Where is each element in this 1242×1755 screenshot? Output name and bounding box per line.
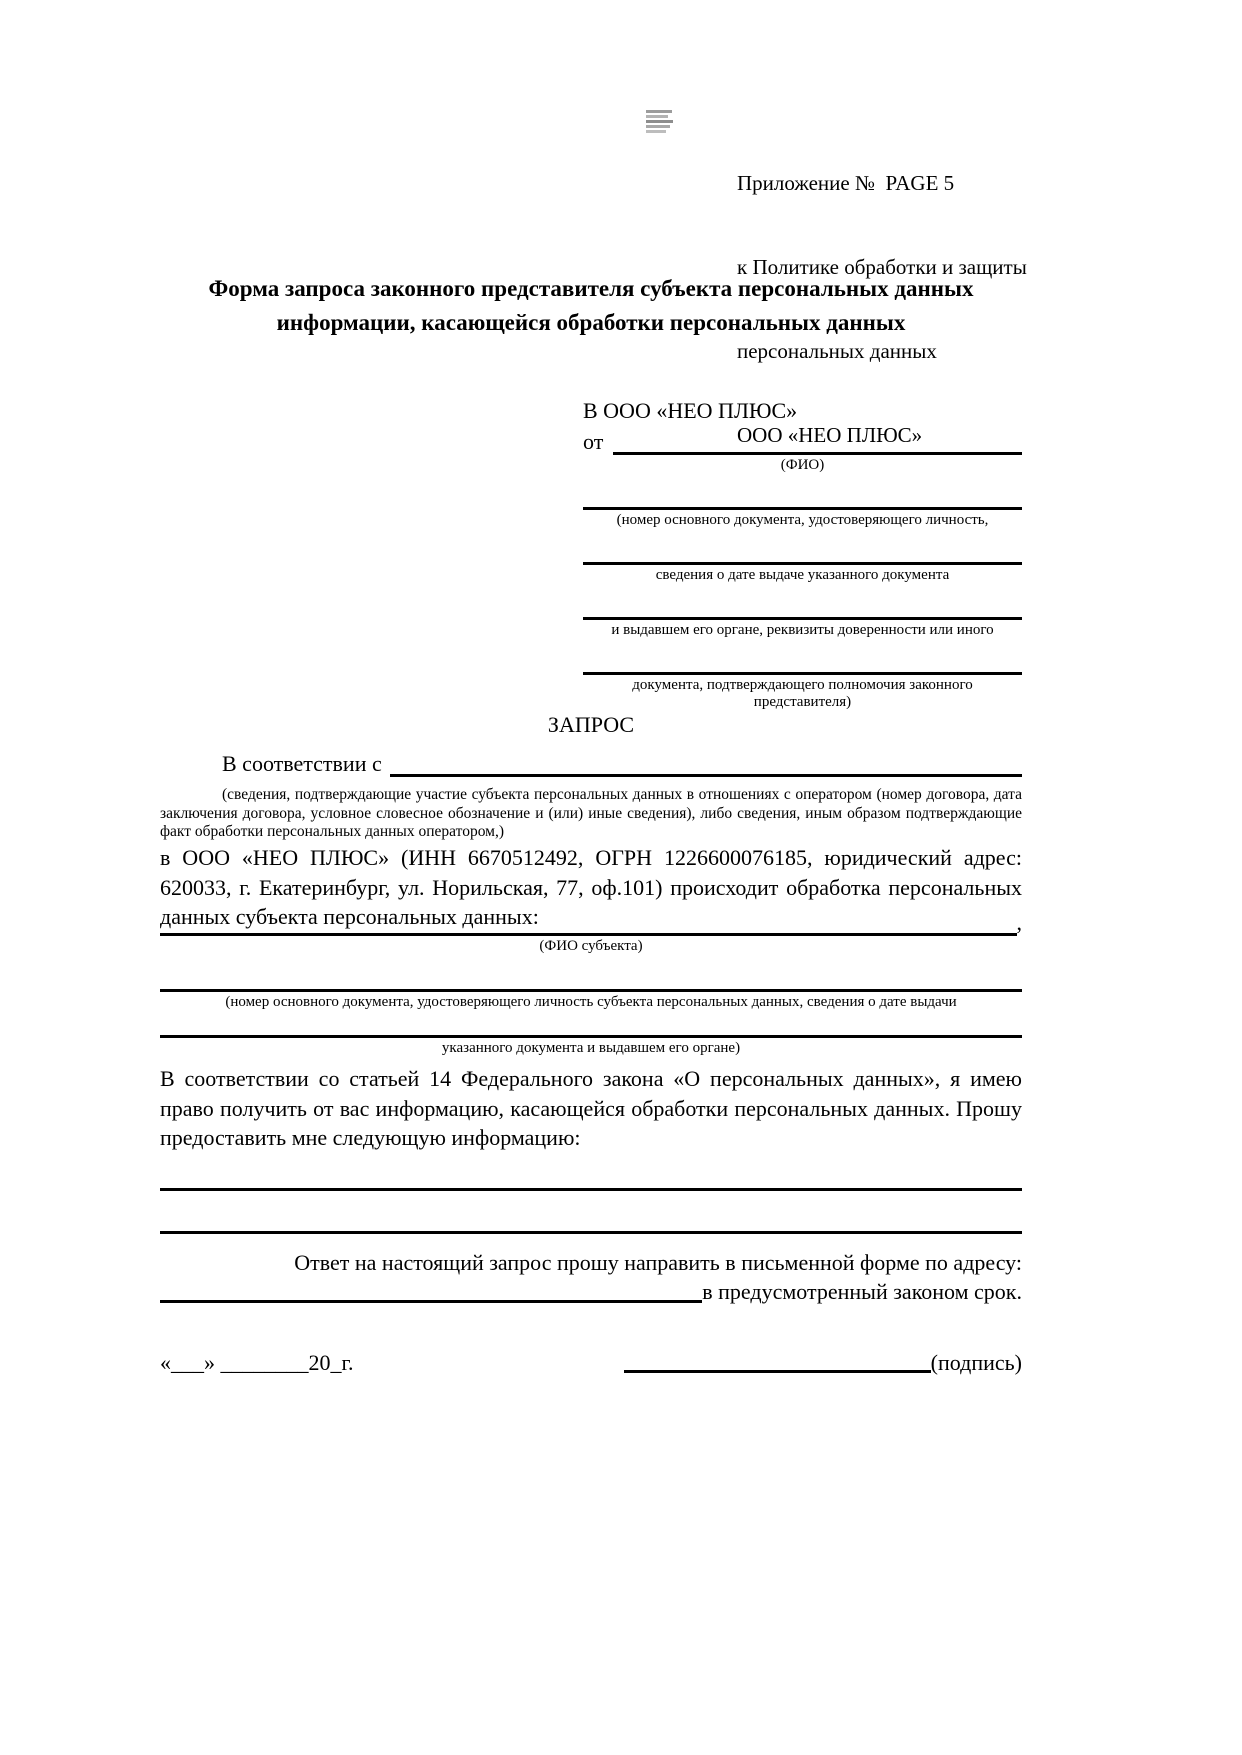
- issue-date-caption: сведения о дате выдаче указанного документа: [655, 567, 950, 583]
- answer-paragraph: [160, 1248, 1022, 1306]
- article14-paragraph: В соответствии со статьей 14 Федерального закона «О персональных данных», я имею право получить от вас информацию, касающейся обработки персональных данных. Прошу предоставить мне следующую информацию:: [160, 1066, 1022, 1150]
- subject-fio-caption: (ФИО субъекта): [539, 938, 643, 954]
- answer-line: Ответ на настоящий запрос прошу направить в письменной форме по адресу:: [294, 1250, 1022, 1275]
- in-accordance-label: В соответствии с: [222, 751, 382, 776]
- subject-fio-suffix: ,: [1016, 910, 1022, 935]
- term-suffix: в предусмотренный законом срок.: [702, 1279, 1022, 1304]
- subject-authority-caption: указанного документа и выдавшем его органе): [441, 1040, 741, 1056]
- signature-group: [624, 1348, 1022, 1376]
- in-accordance-row: [160, 751, 1022, 777]
- subject-fio-fill-line[interactable]: [160, 905, 1017, 936]
- participation-note: (сведения, подтверждающие участие субъекта персональных данных в отношениях с оператором (номер договора, дата заключения договора, условное словесное обозначение и (или) иные сведения), либо сведения, иным образом подтверждающие факт обработки персональных данных оператором,): [160, 786, 1022, 840]
- addressee-to: В ООО «НЕО ПЛЮС»: [583, 398, 798, 423]
- information-fill-line-1[interactable]: [160, 1188, 1022, 1191]
- issuing-authority-caption: и выдавшем его органе, реквизиты доверенности или иного: [611, 622, 994, 638]
- request-heading: ЗАПРОС: [547, 712, 635, 737]
- addressee-block: [583, 398, 1022, 711]
- operator-paragraph: в ООО «НЕО ПЛЮС» (ИНН 6670512492, ОГРН 1226600076185, юридический адрес: 620033, г. Екатеринбург, ул. Норильская, 77, оф.101) происходит обработка персональных данных субъекта персональных данных:: [160, 845, 1022, 929]
- address-fill-line[interactable]: [160, 1278, 702, 1303]
- appendix-policy-line2: персональных данных: [737, 339, 937, 363]
- signature-fill-line[interactable]: [624, 1348, 931, 1373]
- page-title: Форма запроса законного представителя субъекта персональных данных информации, касающейся обработки персональных данных: [208, 276, 974, 335]
- information-fill-line-2[interactable]: [160, 1231, 1022, 1234]
- subject-fio-row: [160, 905, 1022, 936]
- fio-caption: (ФИО): [780, 457, 825, 473]
- subject-document-caption: (номер основного документа, удостоверяющего личность субъекта персональных данных, сведения о дате выдачи: [225, 994, 957, 1010]
- appendix-company-line: ООО «НЕО ПЛЮС»: [737, 423, 923, 447]
- document-number-caption: (номер основного документа, удостоверяющего личность,: [616, 512, 989, 528]
- in-accordance-fill-line[interactable]: [390, 752, 1022, 777]
- embedded-object-icon: [646, 110, 674, 136]
- representative-authority-caption: документа, подтверждающего полномочия законного представителя): [632, 677, 973, 710]
- appendix-number-line: Приложение № PAGE 5: [737, 171, 955, 195]
- from-label: от: [583, 429, 604, 454]
- appendix-policy-line: к Политике обработки и защиты: [737, 255, 1027, 279]
- date-line: «___» ________20_г.: [160, 1350, 354, 1375]
- date-signature-row: [160, 1348, 1022, 1376]
- signature-caption: (подпись): [930, 1350, 1022, 1375]
- subject-fields-block: [160, 905, 1022, 1057]
- address-row: [160, 1277, 1022, 1306]
- fio-fill-line[interactable]: [613, 430, 1022, 455]
- from-row: [583, 429, 1022, 455]
